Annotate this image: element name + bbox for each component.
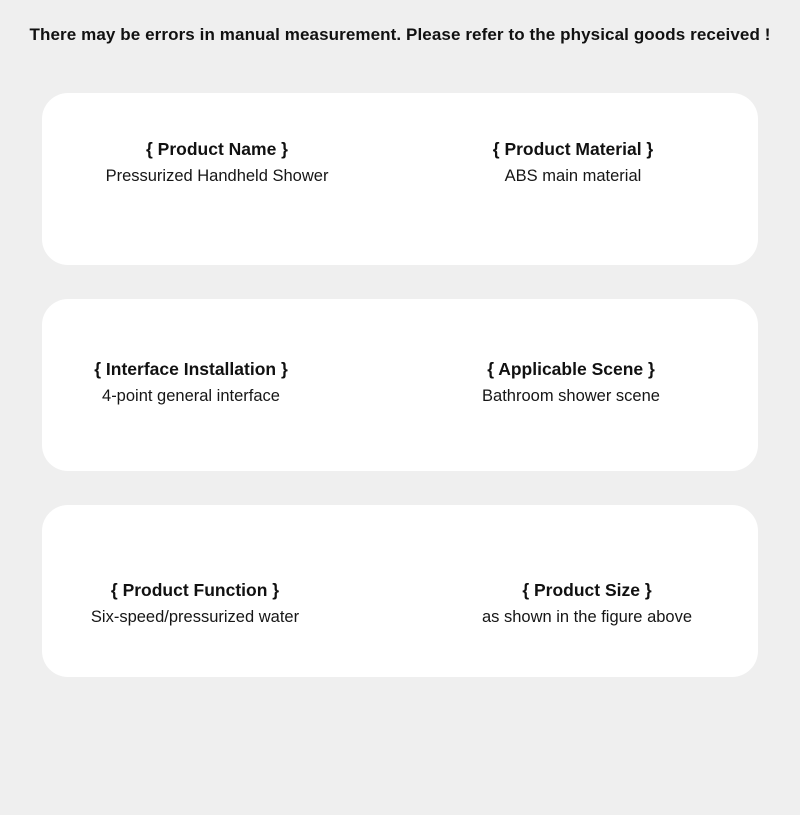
- spec-label: { Interface Installation }: [94, 359, 288, 379]
- spec-label: { Applicable Scene }: [487, 359, 655, 379]
- spec-cell-product-size: [408, 505, 766, 677]
- spec-cell-product-name: [38, 93, 396, 265]
- spec-cell-applicable-scene: [392, 299, 750, 471]
- spec-cell-product-material: [394, 93, 752, 265]
- spec-value: 4-point general interface: [102, 386, 280, 405]
- spec-value: Pressurized Handheld Shower: [105, 166, 329, 185]
- spec-value: Bathroom shower scene: [482, 386, 660, 405]
- spec-value: as shown in the figure above: [481, 607, 693, 626]
- spec-value: Six-speed/pressurized water: [90, 607, 300, 626]
- spec-cell-interface-installation: [12, 299, 370, 471]
- spec-card: [42, 505, 758, 677]
- spec-value: ABS main material: [504, 166, 642, 185]
- spec-card: [42, 299, 758, 471]
- spec-card: [42, 93, 758, 265]
- spec-card-list: [0, 93, 800, 677]
- spec-label: { Product Size }: [522, 580, 652, 600]
- spec-label: { Product Material }: [492, 139, 654, 159]
- measurement-notice: There may be errors in manual measurement. Please refer to the physical goods received !: [29, 25, 771, 44]
- spec-label: { Product Name }: [146, 139, 288, 159]
- spec-label: { Product Function }: [110, 580, 280, 600]
- spec-cell-product-function: [16, 505, 374, 677]
